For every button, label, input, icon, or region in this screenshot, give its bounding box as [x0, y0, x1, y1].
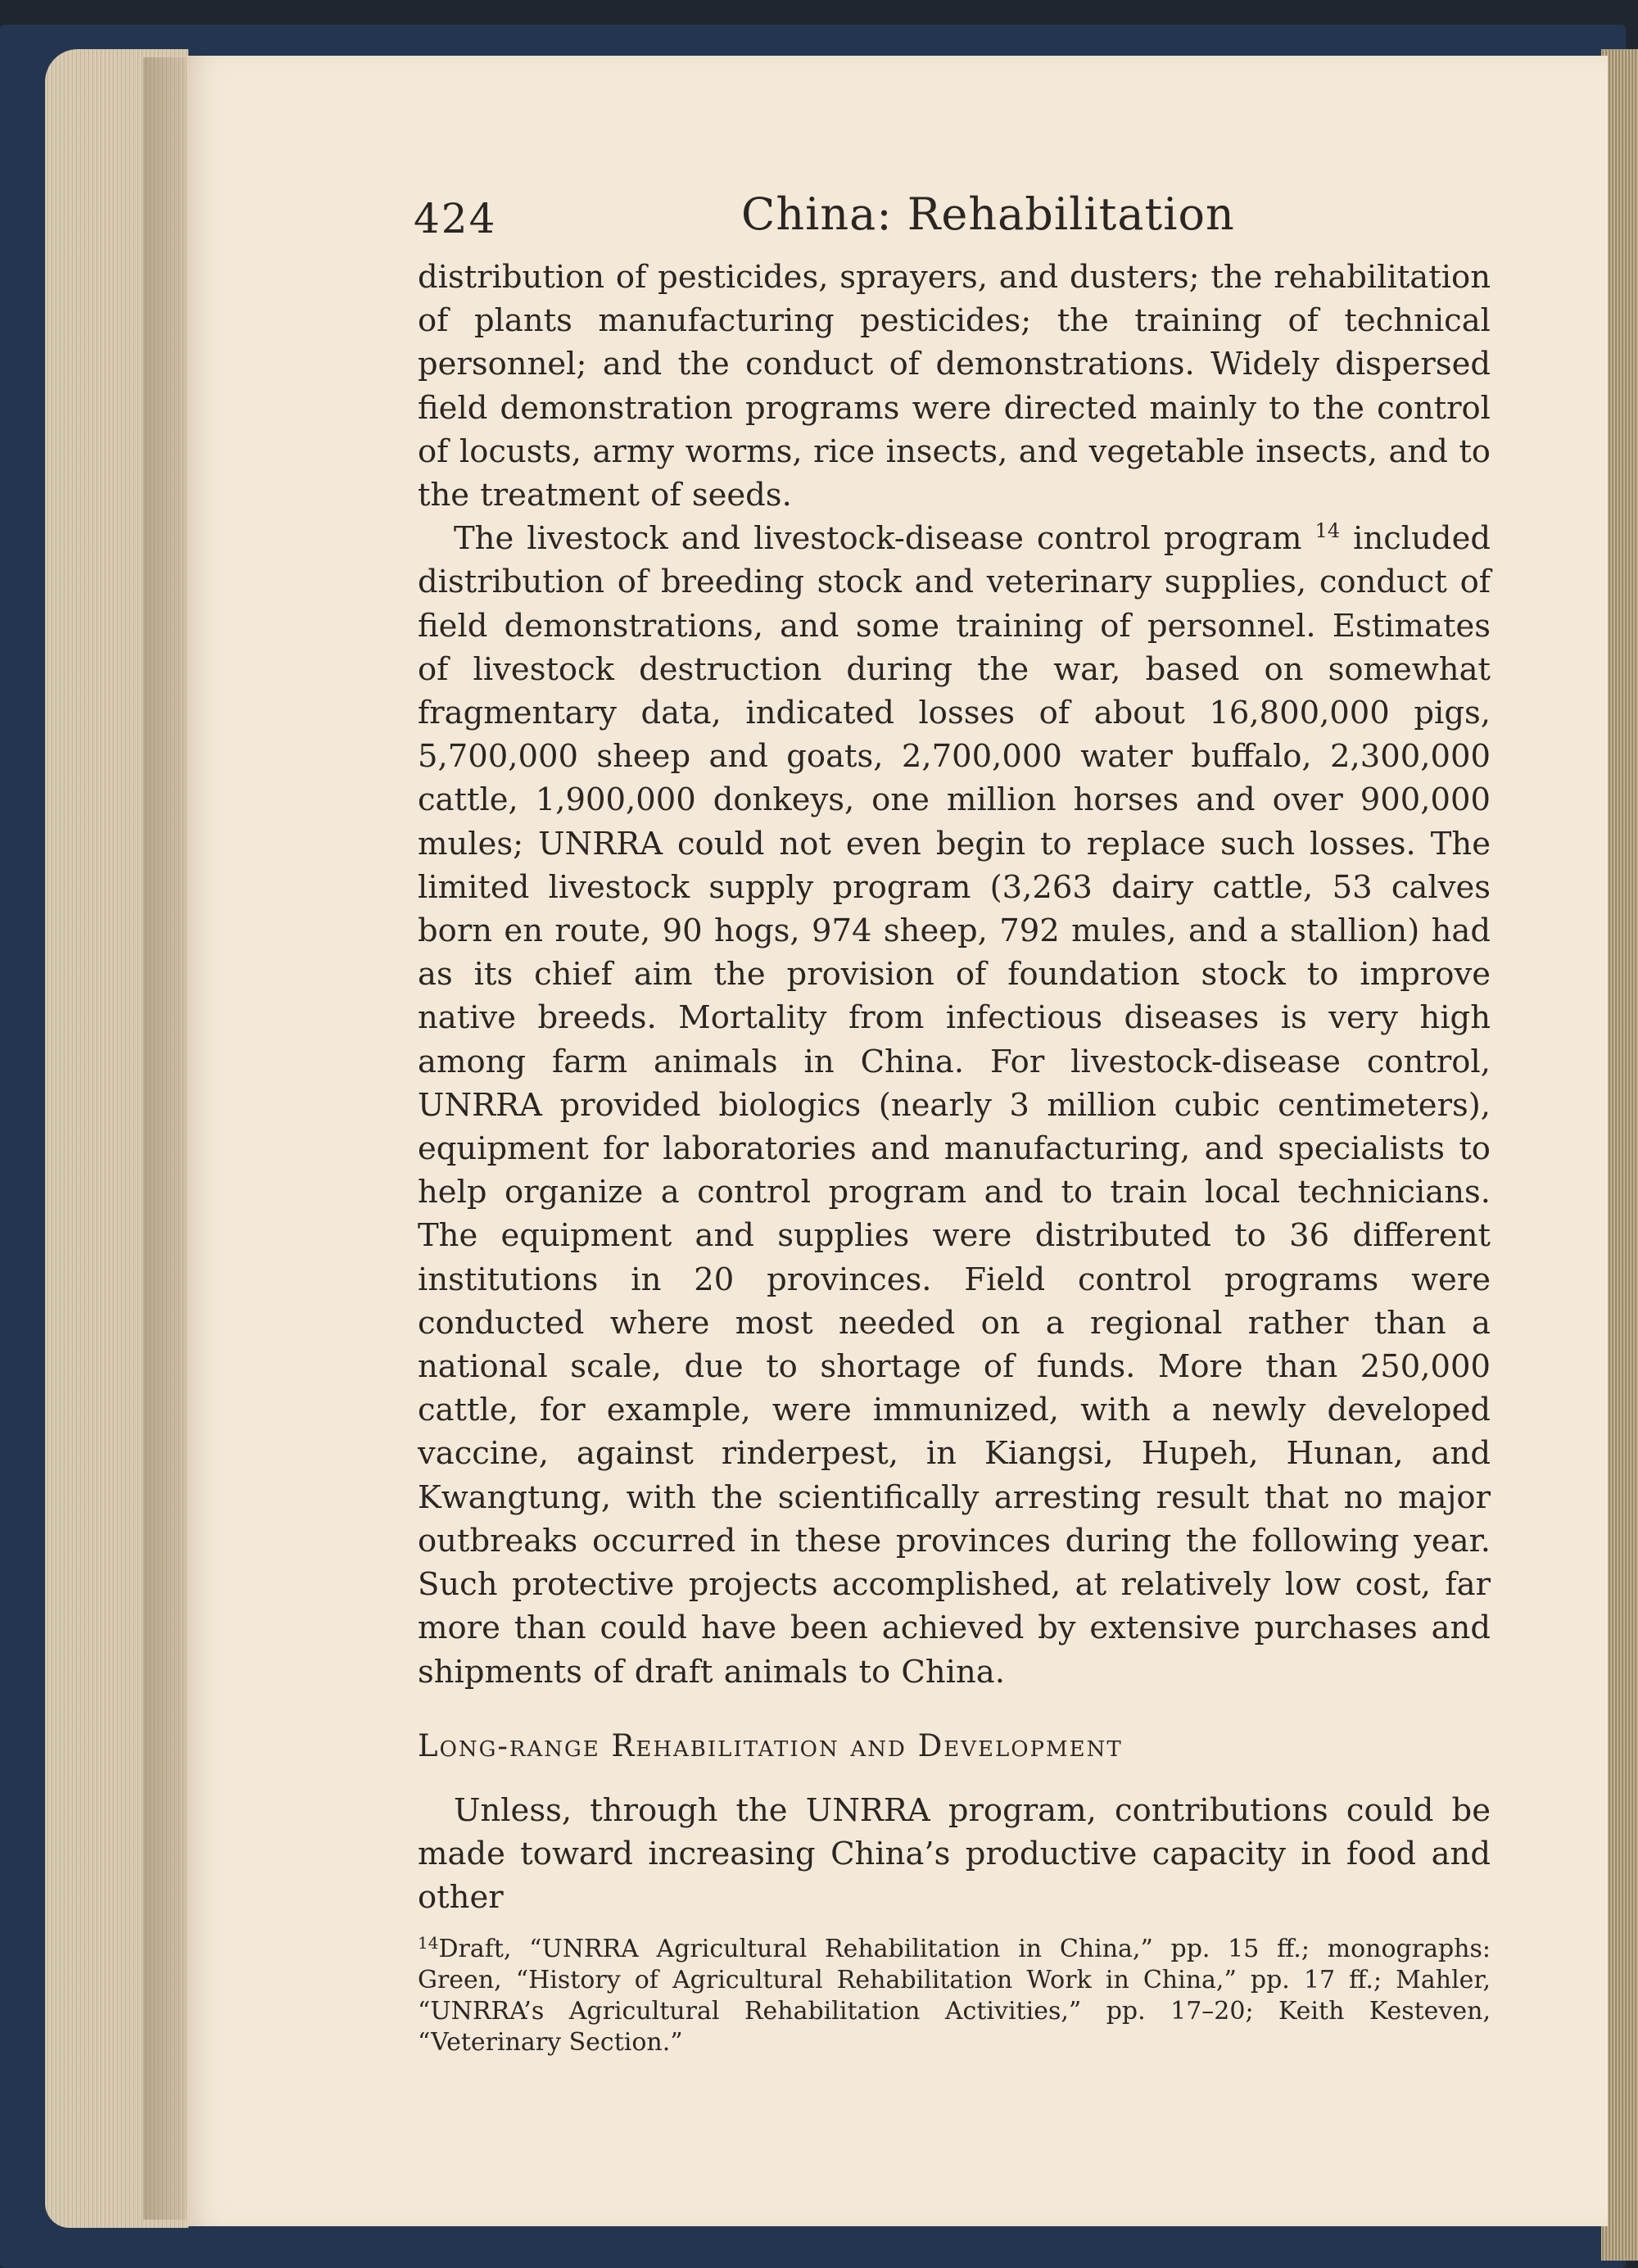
running-head [414, 188, 1503, 246]
paragraph-livestock-start: The livestock and livestock-disease control program [454, 520, 1302, 558]
footnote [418, 1934, 1491, 2058]
section-body [418, 1789, 1491, 1920]
footnote-text: Draft, “UNRRA Agricultural Rehabilitation in China,” pp. 15 ff.; monographs: Green, “History of Agricultural Rehabilitation Work in China,” pp. 17 ff.; Mahler, “UNRRA’s Agricultural Rehabilitation Activities,” pp. 17–20; Keith Kesteven, “Veterinary Section.” [418, 1935, 1491, 2057]
footnote-ref-14: 14 [1314, 519, 1341, 543]
text-block [418, 256, 1491, 2058]
body-text [418, 256, 1491, 1694]
section-heading: Long-range Rehabilitation and Development [418, 1727, 1123, 1763]
footnote-number: 14 [418, 1933, 439, 1953]
page-number: 424 [414, 195, 497, 242]
paragraph-livestock [418, 517, 1491, 1693]
running-title: China: Rehabilitation [741, 188, 1235, 240]
paragraph-unless: Unless, through the UNRRA program, contributions could be made toward increasing China’s productive capacity in food and other [418, 1791, 1491, 1917]
paragraph-continued: distribution of pesticides, sprayers, and dusters; the rehabilitation of plants manufacturing pesticides; the training of technical personnel; and the conduct of demonstrations. Widely dispersed field demonstration programs were directed mainly to the control of locusts, army worms, rice insects, and vegetable insects, and to the treatment of seeds. [418, 259, 1491, 514]
paragraph-livestock-rest: included distribution of breeding stock and veterinary supplies, conduct of field demonstrations, and some training of personnel. Estimates of livestock destruction during the war, based on somewhat fragmentary data, indicated losses of about 16,800,000 pigs, 5,700,000 sheep and goats, 2,700,000 water buffalo, 2,300,000 cattle, 1,900,000 donkeys, one million horses and over 900,000 mules; UNRRA could not even begin to replace such losses. The limited livestock supply program (3,263 dairy cattle, 53 calves born en route, 90 hogs, 974 sheep, 792 mules, and a stallion) had as its chief aim the provision of foundation stock to improve native breeds. Mortality from infectious diseases is very high among farm animals in China. For livestock-disease control, UNRRA provided biologics (nearly 3 million cubic centimeters), equipment for laboratories and manufacturing, and specialists to help organize a control program and to train local technicians. The equipment and supplies were distributed to 36 different institutions in 20 provinces. Field control programs were conducted where most needed on a regional rather than a national scale, due to shortage of funds. More than 250,000 cattle, for example, were immunized, with a newly developed vaccine, against rinderpest, in Kiangsi, Hupeh, Hunan, and Kwangtung, with the scientifically arresting result that no major outbreaks occurred in these provinces during the following year. Such protective projects accomplished, at relatively low cost, far more than could have been achieved by extensive purchases and shipments of draft animals to China. [418, 520, 1491, 1691]
